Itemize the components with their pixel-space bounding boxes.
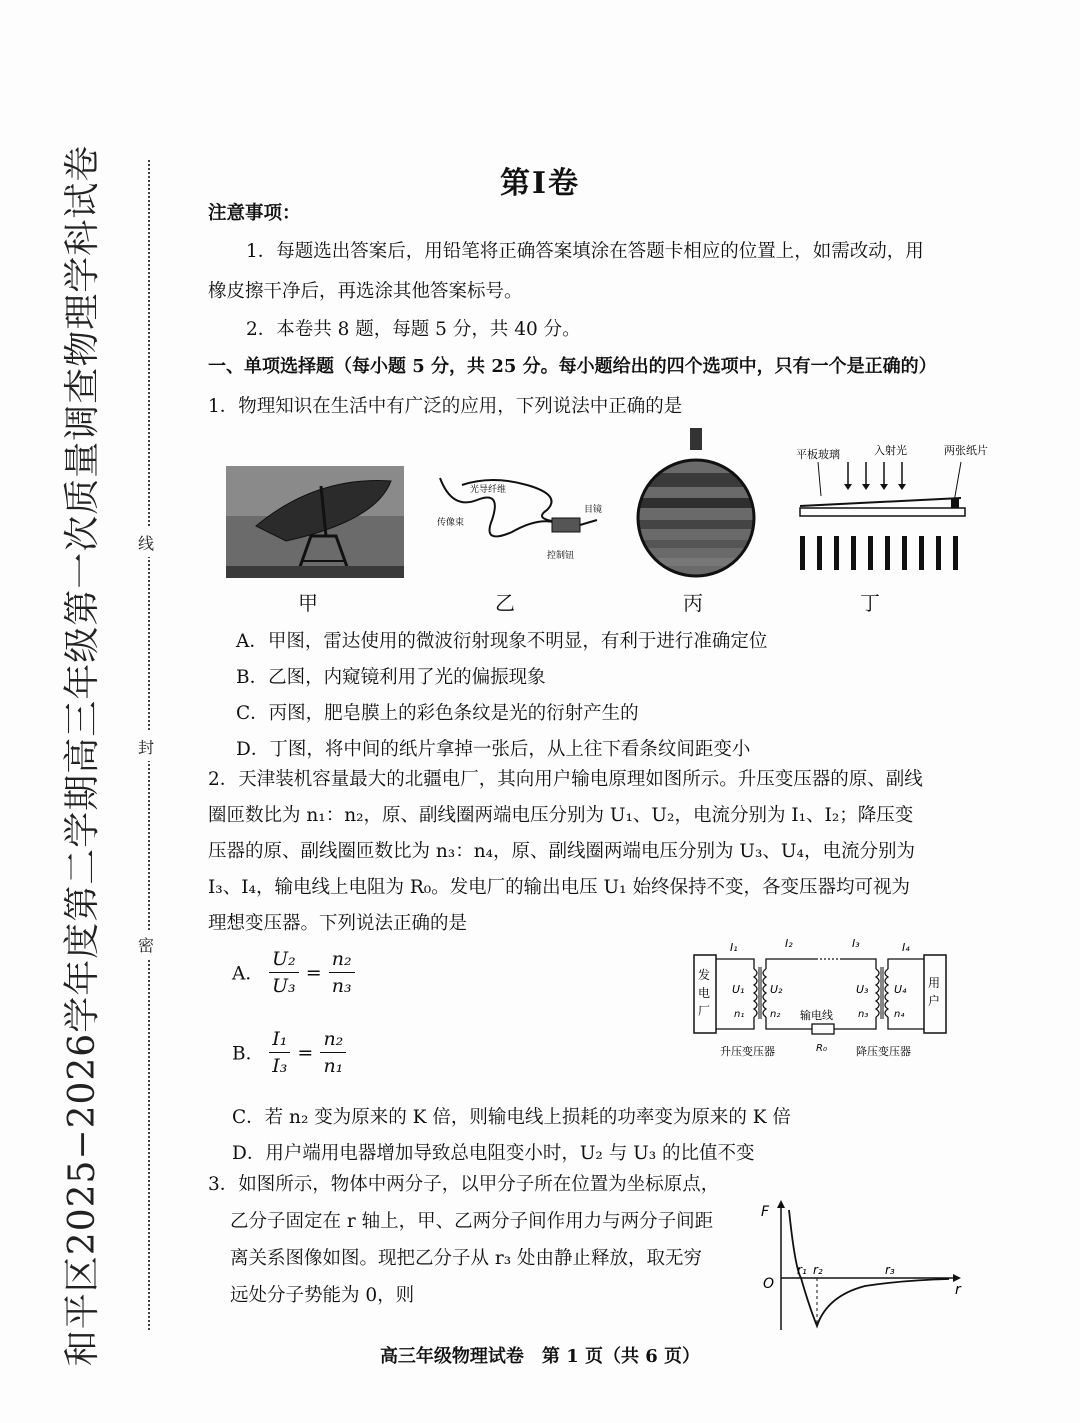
- binding-mark-feng: 封: [138, 732, 154, 761]
- label-paper-strips: 两张纸片: [944, 444, 988, 457]
- q2-option-d: D．用户端用电器增加导致总电阻变小时，U₂ 与 U₃ 的比值不变: [232, 1143, 755, 1164]
- label-control-knob: 控制钮: [547, 551, 575, 561]
- q3-line-3: 离关系图像如图。现把乙分子从 r₃ 处由静止释放，取无穷: [230, 1248, 703, 1269]
- label-eyepiece: 目镜: [584, 505, 603, 515]
- frac-den: n₁: [323, 1055, 344, 1077]
- binding-mark-xian: 线: [138, 528, 154, 557]
- notice-item2: 2．本卷共 8 题，每题 5 分，共 40 分。: [246, 319, 581, 340]
- q2-option-b: [232, 1028, 346, 1077]
- q2-line-5: 理想变压器。下列说法正确的是: [208, 913, 468, 934]
- side-title-text: 和平区2025−2026学年度第二学期高三年级第一次质量调查物理学科试卷: [62, 144, 104, 1366]
- turns-n1: n₁: [734, 1009, 745, 1020]
- voltage-u3: U₃: [856, 983, 869, 996]
- label-fiber: 光导纤维: [470, 485, 507, 495]
- equals-sign: =: [305, 961, 322, 984]
- current-i2: I₂: [785, 937, 793, 950]
- soap-film-figure: [632, 428, 760, 580]
- radar-figure: [226, 466, 404, 578]
- force-distance-graph: [755, 1198, 970, 1336]
- mark-r1: r₁: [797, 1263, 807, 1277]
- axis-label-f: F: [761, 1204, 770, 1220]
- q2-line-1: 2．天津装机容量最大的北疆电厂，其向用户输电原理如图所示。升压变压器的原、副线: [208, 769, 923, 790]
- axis-label-r: r: [955, 1282, 961, 1298]
- current-i1: I₁: [730, 941, 738, 954]
- user-char-2: 户: [928, 994, 941, 1008]
- frac-num: U₂: [269, 948, 299, 973]
- side-title: [55, 144, 105, 1366]
- label-incident-light: 入射光: [874, 444, 907, 457]
- frac-num: I₁: [269, 1028, 290, 1053]
- origin-label: O: [763, 1276, 775, 1292]
- voltage-u2: U₂: [770, 983, 783, 996]
- transmission-diagram: [690, 935, 952, 1063]
- frac-den: n₃: [331, 975, 352, 997]
- q3-line-4: 远处分子势能为 0，则: [230, 1285, 415, 1306]
- turns-n3: n₃: [858, 1009, 869, 1020]
- q3-line-1: 3．如图所示，物体中两分子，以甲分子所在位置为坐标原点，: [208, 1174, 720, 1195]
- notice-item1-line2: 橡皮擦干净后，再选涂其他答案标号。: [208, 281, 523, 302]
- generator-char-1: 发: [698, 968, 711, 982]
- transmission-line-label: 输电线: [800, 1009, 833, 1022]
- user-char-1: 用: [928, 976, 941, 990]
- wedge-film-figure: [796, 440, 1006, 570]
- q2-option-a: [232, 948, 355, 997]
- current-i3: I₃: [852, 937, 860, 950]
- fig-label-ding: 丁: [860, 591, 880, 615]
- turns-n4: n₄: [894, 1009, 905, 1020]
- frac-num: n₂: [329, 948, 355, 973]
- fig-label-yi: 乙: [495, 591, 515, 615]
- resistor-r0: R₀: [816, 1043, 827, 1054]
- page-title: 第Ⅰ卷: [499, 166, 581, 201]
- frac-den: I₃: [272, 1055, 288, 1077]
- q3-line-2: 乙分子固定在 r 轴上，甲、乙两分子间作用力与两分子间距: [230, 1211, 714, 1232]
- section-heading: 一、单项选择题（每小题 5 分，共 25 分。每小题给出的四个选项中，只有一个是正确的）: [208, 356, 937, 377]
- generator-char-3: 厂: [698, 1004, 711, 1018]
- fig-label-jia: 甲: [298, 591, 318, 615]
- turns-n2: n₂: [770, 1009, 781, 1020]
- voltage-u1: U₁: [732, 983, 745, 996]
- q1-stem: 1．物理知识在生活中有广泛的应用，下列说法中正确的是: [208, 396, 683, 417]
- voltage-u4: U₄: [894, 983, 907, 996]
- q2-line-4: I₃、I₄，输电线上电阻为 R₀。发电厂的输出电压 U₁ 始终保持不变，各变压器均可视为: [208, 877, 910, 898]
- label-image-bundle: 传像束: [437, 518, 465, 528]
- step-down-label: 降压变压器: [856, 1045, 911, 1058]
- binding-mark-mi: 密: [138, 930, 154, 959]
- q1-option-b: B．乙图，内窥镜利用了光的偏振现象: [236, 667, 546, 688]
- q2-line-3: 压器的原、副线圈匝数比为 n₃：n₄，原、副线圈两端电压分别为 U₃、U₄，电流分别为: [208, 841, 915, 862]
- page-footer: 高三年级物理试卷 第 1 页（共 6 页）: [379, 1346, 701, 1367]
- q1-option-d: D．丁图，将中间的纸片拿掉一张后，从上往下看条纹间距变小: [236, 739, 751, 760]
- q2-line-2: 圈匝数比为 n₁：n₂，原、副线圈两端电压分别为 U₁、U₂，电流分别为 I₁、I₂；降压变: [208, 805, 914, 826]
- mark-r2: r₂: [813, 1263, 823, 1277]
- mark-r3: r₃: [885, 1263, 895, 1277]
- q1-option-a: A．甲图，雷达使用的微波衍射现象不明显，有利于进行准确定位: [236, 631, 768, 652]
- endoscope-figure: [432, 470, 612, 565]
- fig-label-bing: 丙: [683, 591, 703, 615]
- equals-sign: =: [297, 1041, 314, 1064]
- label-flat-glass: 平板玻璃: [796, 448, 840, 461]
- q2-option-a-label: A．: [232, 963, 264, 985]
- notice-heading: 注意事项：: [208, 203, 301, 224]
- generator-char-2: 电: [698, 986, 711, 1000]
- q1-option-c: C．丙图，肥皂膜上的彩色条纹是光的衍射产生的: [236, 703, 639, 724]
- frac-den: U₃: [271, 975, 296, 997]
- current-i4: I₄: [902, 941, 910, 954]
- q2-option-b-label: B．: [232, 1043, 265, 1065]
- notice-item1-line1: 1．每题选出答案后，用铅笔将正确答案填涂在答题卡相应的位置上，如需改动，用: [246, 241, 924, 262]
- step-up-label: 升压变压器: [720, 1045, 775, 1058]
- frac-num: n₂: [320, 1028, 346, 1053]
- q2-option-c: C．若 n₂ 变为原来的 K 倍，则输电线上损耗的功率变为原来的 K 倍: [232, 1107, 791, 1128]
